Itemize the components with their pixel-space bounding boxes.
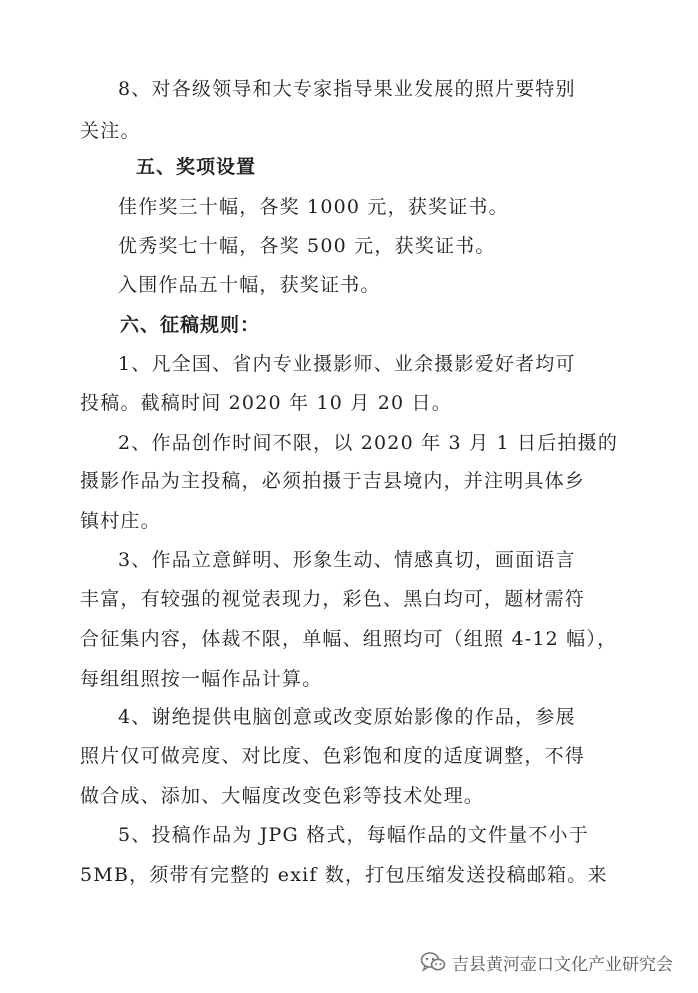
rule3-line: 合征集内容，体裁不限，单幅、组照均可（组照 4-12 幅）， [80, 628, 618, 650]
wechat-icon [420, 951, 446, 973]
rule3-line: 丰富，有较强的视觉表现力，彩色、黑白均可，题材需符 [80, 588, 586, 610]
item8-line2: 关注。 [80, 120, 141, 142]
watermark [420, 948, 673, 976]
rule3-line: 每组组照按一幅作品计算。 [80, 668, 323, 690]
rule4-line: 照片仅可做亮度、对比度、色彩饱和度的适度调整，不得 [80, 745, 586, 767]
rule4-line: 4、谢绝提供电脑创意或改变原始影像的作品，参展 [118, 706, 576, 728]
rule3-line: 3、作品立意鲜明、形象生动、情感真切，画面语言 [118, 549, 576, 571]
rule2-line: 镇村庄。 [80, 510, 161, 532]
award-item: 佳作奖三十幅，各奖 1000 元，获奖证书。 [118, 196, 509, 218]
item8-line1: 8、对各级领导和大专家指导果业发展的照片要特别 [118, 78, 576, 100]
award-item: 入围作品五十幅，获奖证书。 [118, 274, 381, 296]
rule1-line: 1、凡全国、省内专业摄影师、业余摄影爱好者均可 [118, 353, 576, 375]
section6-heading: 六、征稿规则： [120, 314, 261, 336]
rule4-line: 做合成、添加、大幅度改变色彩等技术处理。 [80, 785, 485, 807]
rule2-line: 2、作品创作时间不限，以 2020 年 3 月 1 日后拍摄的 [118, 432, 619, 454]
rule1-line: 投稿。截稿时间 2020 年 10 月 20 日。 [80, 392, 452, 414]
award-item: 优秀奖七十幅，各奖 500 元，获奖证书。 [118, 235, 496, 257]
watermark-text: 吉县黄河壶口文化产业研究会 [452, 954, 673, 975]
rule2-line: 摄影作品为主投稿，必须拍摄于吉县境内，并注明具体乡 [80, 470, 586, 492]
rule5-line: 5、投稿作品为 JPG 格式，每幅作品的文件量不小于 [118, 824, 589, 846]
section5-heading: 五、奖项设置 [136, 156, 257, 178]
rule5-line: 5MB，须带有完整的 exif 数，打包压缩发送投稿邮箱。来 [80, 864, 608, 886]
